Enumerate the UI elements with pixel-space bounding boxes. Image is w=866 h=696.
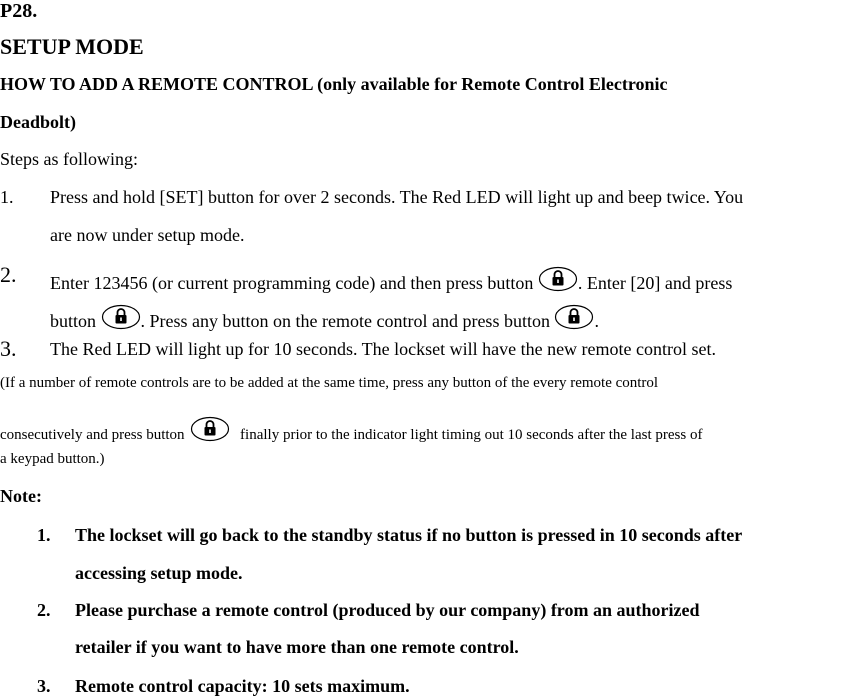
- note-3-number: 3.: [37, 676, 51, 696]
- step-1-line-2: are now under setup mode.: [50, 225, 245, 245]
- section-title: SETUP MODE: [0, 34, 144, 59]
- step-1-number: 1.: [0, 187, 14, 207]
- note-label: Note:: [0, 486, 42, 506]
- step-1-line-1: Press and hold [SET] button for over 2 seconds. The Red LED will light up and beep twice. You: [50, 187, 744, 207]
- page-number: P28.: [0, 0, 38, 22]
- step-2-line-1: [50, 266, 732, 292]
- step-2-line-2: [50, 304, 599, 330]
- note-2-line-2: retailer if you want to have more than one remote control.: [75, 637, 519, 657]
- lock-button-icon: [538, 266, 578, 292]
- step-2-line-2-text-c: .: [594, 311, 599, 331]
- heading-line-2: Deadbolt): [0, 112, 76, 132]
- remark-line-2-text-a: consecutively and press button: [0, 427, 185, 443]
- step-2-number: 2.: [0, 262, 17, 287]
- note-2-line-1: Please purchase a remote control (produced by our company) from an authorized: [75, 600, 700, 620]
- remark-line-2: [0, 416, 702, 443]
- step-3-line-1: The Red LED will light up for 10 seconds. The lockset will have the new remote control set.: [50, 339, 717, 359]
- step-2-line-1-text-a: Enter 123456 (or current programming code) and then press button: [50, 273, 534, 293]
- step-2-line-2-text-b: . Press any button on the remote control and press button: [140, 311, 550, 331]
- lock-button-icon: [190, 416, 230, 442]
- note-1-line-1: The lockset will go back to the standby status if no button is pressed in 10 seconds after: [75, 525, 743, 545]
- note-2-number: 2.: [37, 600, 51, 620]
- note-3-line-1: Remote control capacity: 10 sets maximum.: [75, 676, 410, 696]
- step-2-line-2-text-a: button: [50, 311, 97, 331]
- lock-button-icon: [101, 304, 141, 330]
- note-1-number: 1.: [37, 525, 51, 545]
- step-2-line-1-text-b: . Enter [20] and press: [577, 273, 733, 293]
- step-3-number: 3.: [0, 336, 17, 361]
- intro-text: Steps as following:: [0, 149, 138, 169]
- remark-line-3: a keypad button.): [0, 451, 105, 467]
- remark-line-1: (If a number of remote controls are to be added at the same time, press any button of the every remote control: [0, 375, 659, 391]
- remark-line-2-text-b: finally prior to the indicator light timing out 10 seconds after the last press of: [240, 427, 703, 443]
- heading-line-1: HOW TO ADD A REMOTE CONTROL (only available for Remote Control Electronic: [0, 74, 668, 94]
- lock-button-icon: [554, 304, 594, 330]
- note-1-line-2: accessing setup mode.: [75, 563, 243, 583]
